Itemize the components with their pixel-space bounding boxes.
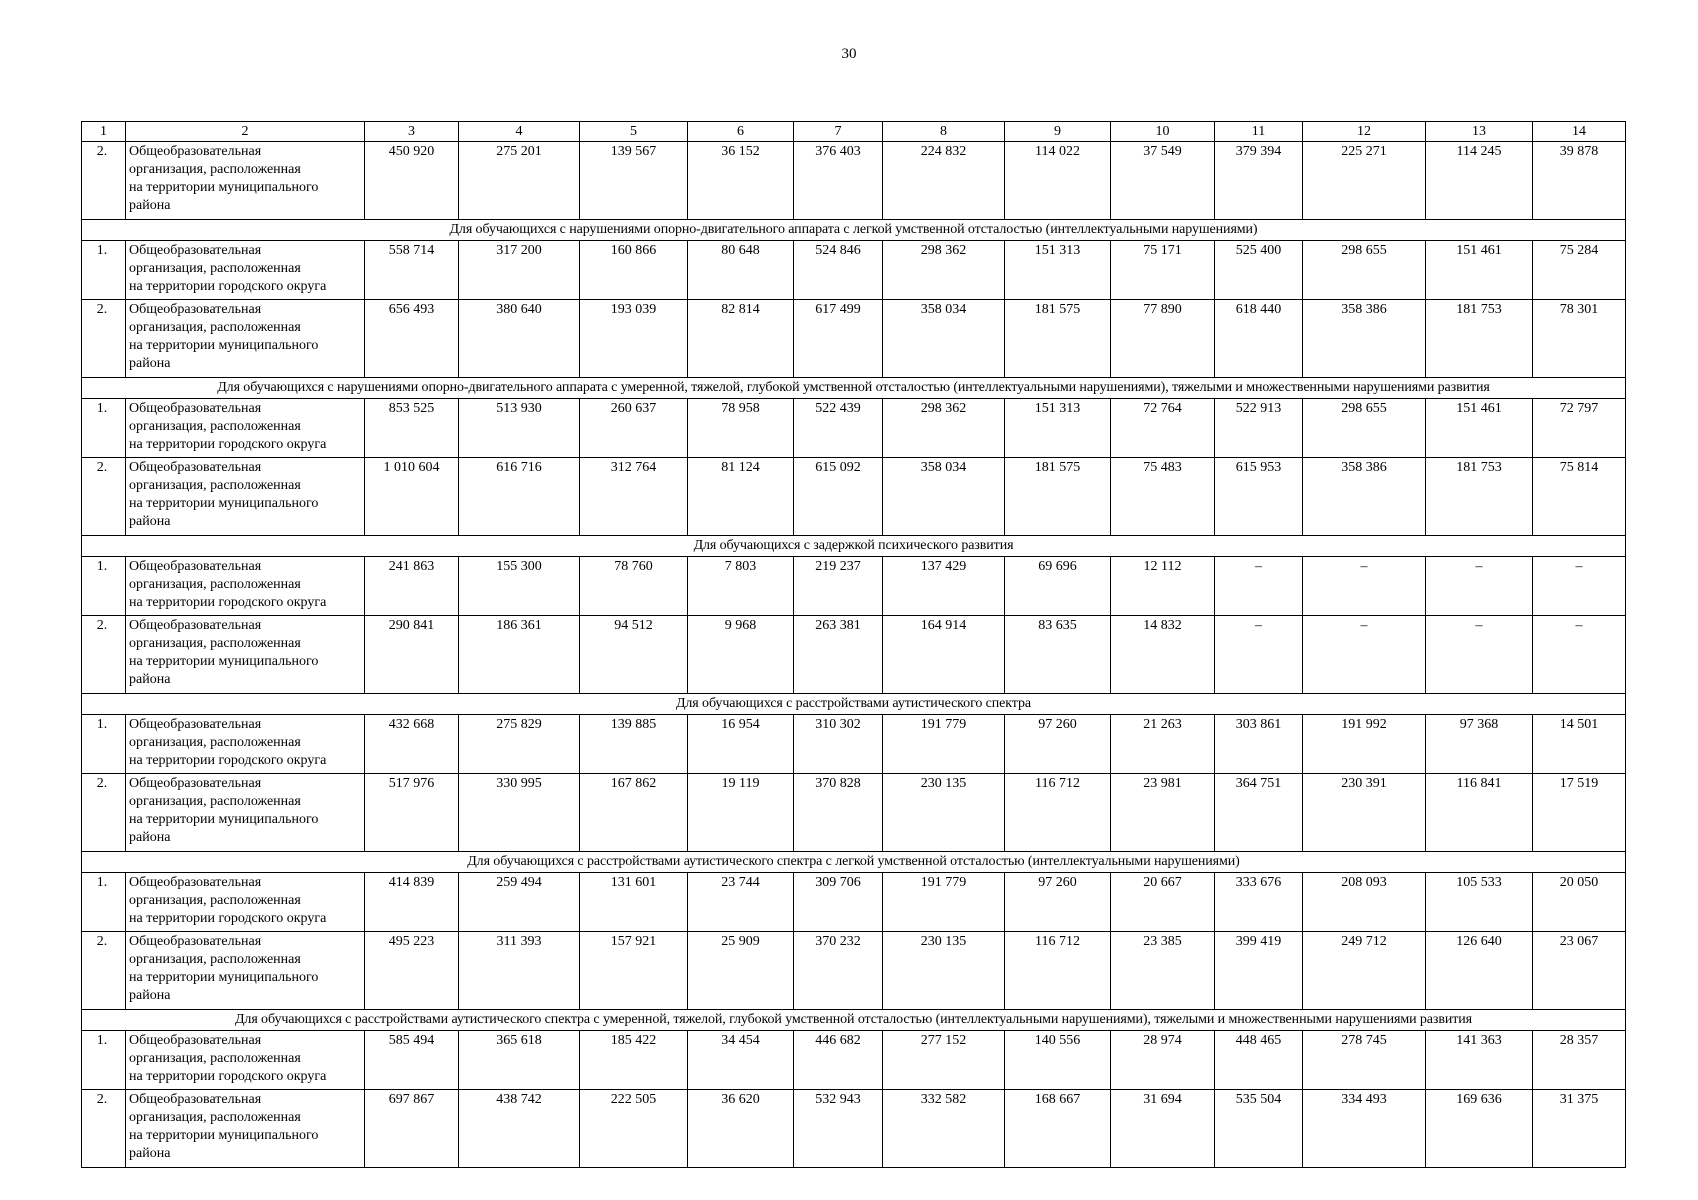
value-cell: 615 092	[794, 458, 883, 536]
value-cell: 616 716	[459, 458, 580, 536]
value-cell: 28 357	[1533, 1031, 1626, 1090]
value-cell: 312 764	[580, 458, 688, 536]
value-cell: 139 567	[580, 142, 688, 220]
value-cell: 224 832	[883, 142, 1005, 220]
value-cell: 14 501	[1533, 715, 1626, 774]
value-cell: 72 764	[1111, 399, 1215, 458]
table-row	[82, 557, 1626, 616]
value-cell: 37 549	[1111, 142, 1215, 220]
column-header: 14	[1533, 122, 1626, 142]
organization-name: Общеобразовательная организация, расположенная на территории муниципального района	[126, 458, 365, 536]
value-cell: 126 640	[1426, 932, 1533, 1010]
table-row	[82, 774, 1626, 852]
value-cell: 438 742	[459, 1090, 580, 1168]
value-cell: 317 200	[459, 241, 580, 300]
value-cell: 275 201	[459, 142, 580, 220]
value-cell: 333 676	[1215, 873, 1303, 932]
value-cell: 151 461	[1426, 241, 1533, 300]
section-title: Для обучающихся с расстройствами аутистического спектра с легкой умственной отсталостью (интеллектуальными нарушениями)	[82, 852, 1626, 873]
column-header: 8	[883, 122, 1005, 142]
value-cell: 20 050	[1533, 873, 1626, 932]
value-cell: 77 890	[1111, 300, 1215, 378]
row-number: 1.	[82, 715, 126, 774]
value-cell: –	[1426, 616, 1533, 694]
value-cell: 298 655	[1303, 399, 1426, 458]
value-cell: 399 419	[1215, 932, 1303, 1010]
value-cell: 83 635	[1005, 616, 1111, 694]
value-cell: 193 039	[580, 300, 688, 378]
row-number: 2.	[82, 774, 126, 852]
value-cell: 155 300	[459, 557, 580, 616]
value-cell: 697 867	[365, 1090, 459, 1168]
column-header: 5	[580, 122, 688, 142]
value-cell: 97 260	[1005, 715, 1111, 774]
value-cell: 259 494	[459, 873, 580, 932]
value-cell: 19 119	[688, 774, 794, 852]
value-cell: 524 846	[794, 241, 883, 300]
value-cell: 1 010 604	[365, 458, 459, 536]
row-number: 2.	[82, 1090, 126, 1168]
value-cell: 277 152	[883, 1031, 1005, 1090]
section-header-row	[82, 536, 1626, 557]
value-cell: 275 829	[459, 715, 580, 774]
value-cell: 21 263	[1111, 715, 1215, 774]
value-cell: 230 135	[883, 932, 1005, 1010]
value-cell: 28 974	[1111, 1031, 1215, 1090]
value-cell: 94 512	[580, 616, 688, 694]
value-cell: 81 124	[688, 458, 794, 536]
value-cell: 230 135	[883, 774, 1005, 852]
value-cell: –	[1215, 616, 1303, 694]
value-cell: 181 753	[1426, 300, 1533, 378]
value-cell: 116 712	[1005, 774, 1111, 852]
value-cell: 140 556	[1005, 1031, 1111, 1090]
value-cell: 191 779	[883, 873, 1005, 932]
value-cell: 298 655	[1303, 241, 1426, 300]
section-header-row	[82, 852, 1626, 873]
column-header: 11	[1215, 122, 1303, 142]
column-header: 10	[1111, 122, 1215, 142]
organization-name: Общеобразовательная организация, расположенная на территории муниципального района	[126, 142, 365, 220]
value-cell: 495 223	[365, 932, 459, 1010]
value-cell: 558 714	[365, 241, 459, 300]
value-cell: 137 429	[883, 557, 1005, 616]
value-cell: 39 878	[1533, 142, 1626, 220]
value-cell: 114 245	[1426, 142, 1533, 220]
value-cell: 151 313	[1005, 399, 1111, 458]
value-cell: 249 712	[1303, 932, 1426, 1010]
value-cell: 364 751	[1215, 774, 1303, 852]
data-table	[81, 121, 1626, 1168]
value-cell: 160 866	[580, 241, 688, 300]
value-cell: 97 368	[1426, 715, 1533, 774]
table-row	[82, 616, 1626, 694]
value-cell: 535 504	[1215, 1090, 1303, 1168]
value-cell: 370 232	[794, 932, 883, 1010]
value-cell: 116 712	[1005, 932, 1111, 1010]
value-cell: 303 861	[1215, 715, 1303, 774]
value-cell: 585 494	[365, 1031, 459, 1090]
value-cell: 370 828	[794, 774, 883, 852]
value-cell: 208 093	[1303, 873, 1426, 932]
value-cell: 14 832	[1111, 616, 1215, 694]
section-title: Для обучающихся с нарушениями опорно-двигательного аппарата с умеренной, тяжелой, глубокой умственной отсталостью (интеллектуальными нарушениями), тяжелыми и множественными нарушениями развития	[82, 378, 1626, 399]
table-row	[82, 142, 1626, 220]
value-cell: 23 067	[1533, 932, 1626, 1010]
value-cell: 656 493	[365, 300, 459, 378]
value-cell: –	[1533, 616, 1626, 694]
row-number: 2.	[82, 932, 126, 1010]
value-cell: 358 034	[883, 300, 1005, 378]
value-cell: 450 920	[365, 142, 459, 220]
value-cell: 151 461	[1426, 399, 1533, 458]
value-cell: 532 943	[794, 1090, 883, 1168]
value-cell: 114 022	[1005, 142, 1111, 220]
value-cell: 80 648	[688, 241, 794, 300]
value-cell: 7 803	[688, 557, 794, 616]
value-cell: 17 519	[1533, 774, 1626, 852]
value-cell: 168 667	[1005, 1090, 1111, 1168]
value-cell: –	[1215, 557, 1303, 616]
value-cell: 853 525	[365, 399, 459, 458]
value-cell: 380 640	[459, 300, 580, 378]
value-cell: 525 400	[1215, 241, 1303, 300]
table-row	[82, 300, 1626, 378]
section-title: Для обучающихся с нарушениями опорно-двигательного аппарата с легкой умственной отсталостью (интеллектуальными нарушениями)	[82, 220, 1626, 241]
organization-name: Общеобразовательная организация, расположенная на территории городского округа	[126, 873, 365, 932]
section-title: Для обучающихся с расстройствами аутистического спектра	[82, 694, 1626, 715]
organization-name: Общеобразовательная организация, расположенная на территории муниципального района	[126, 616, 365, 694]
row-number: 1.	[82, 873, 126, 932]
table-row	[82, 1090, 1626, 1168]
value-cell: 191 992	[1303, 715, 1426, 774]
column-header: 9	[1005, 122, 1111, 142]
column-header: 2	[126, 122, 365, 142]
value-cell: 241 863	[365, 557, 459, 616]
value-cell: 615 953	[1215, 458, 1303, 536]
value-cell: 225 271	[1303, 142, 1426, 220]
value-cell: 222 505	[580, 1090, 688, 1168]
value-cell: 139 885	[580, 715, 688, 774]
value-cell: 78 301	[1533, 300, 1626, 378]
column-header: 4	[459, 122, 580, 142]
page-number: 30	[841, 46, 857, 62]
value-cell: 20 667	[1111, 873, 1215, 932]
value-cell: 164 914	[883, 616, 1005, 694]
value-cell: 219 237	[794, 557, 883, 616]
table-row	[82, 1031, 1626, 1090]
section-header-row	[82, 378, 1626, 399]
value-cell: 358 386	[1303, 458, 1426, 536]
value-cell: 116 841	[1426, 774, 1533, 852]
organization-name: Общеобразовательная организация, расположенная на территории муниципального района	[126, 932, 365, 1010]
column-header: 12	[1303, 122, 1426, 142]
column-header: 3	[365, 122, 459, 142]
row-number: 1.	[82, 1031, 126, 1090]
value-cell: 12 112	[1111, 557, 1215, 616]
section-title: Для обучающихся с расстройствами аутистического спектра с умеренной, тяжелой, глубокой умственной отсталостью (интеллектуальными нарушениями), тяжелыми и множественными нарушениями развития	[82, 1010, 1626, 1031]
value-cell: 185 422	[580, 1031, 688, 1090]
column-header: 7	[794, 122, 883, 142]
value-cell: 78 958	[688, 399, 794, 458]
row-number: 1.	[82, 557, 126, 616]
value-cell: 263 381	[794, 616, 883, 694]
value-cell: 260 637	[580, 399, 688, 458]
value-cell: 376 403	[794, 142, 883, 220]
value-cell: –	[1533, 557, 1626, 616]
value-cell: 36 620	[688, 1090, 794, 1168]
organization-name: Общеобразовательная организация, расположенная на территории городского округа	[126, 715, 365, 774]
value-cell: 513 930	[459, 399, 580, 458]
value-cell: 181 575	[1005, 300, 1111, 378]
value-cell: 278 745	[1303, 1031, 1426, 1090]
value-cell: 75 814	[1533, 458, 1626, 536]
value-cell: 310 302	[794, 715, 883, 774]
organization-name: Общеобразовательная организация, расположенная на территории муниципального района	[126, 1090, 365, 1168]
value-cell: 358 386	[1303, 300, 1426, 378]
value-cell: 31 375	[1533, 1090, 1626, 1168]
value-cell: 311 393	[459, 932, 580, 1010]
section-title: Для обучающихся с задержкой психического развития	[82, 536, 1626, 557]
value-cell: 230 391	[1303, 774, 1426, 852]
value-cell: 446 682	[794, 1031, 883, 1090]
value-cell: 34 454	[688, 1031, 794, 1090]
value-cell: 69 696	[1005, 557, 1111, 616]
value-cell: 334 493	[1303, 1090, 1426, 1168]
value-cell: 23 385	[1111, 932, 1215, 1010]
table-row	[82, 241, 1626, 300]
value-cell: 617 499	[794, 300, 883, 378]
organization-name: Общеобразовательная организация, расположенная на территории муниципального района	[126, 300, 365, 378]
organization-name: Общеобразовательная организация, расположенная на территории городского округа	[126, 399, 365, 458]
column-header-row	[82, 122, 1626, 142]
value-cell: 131 601	[580, 873, 688, 932]
value-cell: 181 575	[1005, 458, 1111, 536]
column-header: 13	[1426, 122, 1533, 142]
value-cell: 23 981	[1111, 774, 1215, 852]
value-cell: 167 862	[580, 774, 688, 852]
value-cell: 16 954	[688, 715, 794, 774]
value-cell: –	[1303, 616, 1426, 694]
value-cell: 298 362	[883, 399, 1005, 458]
value-cell: 191 779	[883, 715, 1005, 774]
value-cell: 31 694	[1111, 1090, 1215, 1168]
value-cell: 75 171	[1111, 241, 1215, 300]
value-cell: 169 636	[1426, 1090, 1533, 1168]
value-cell: 358 034	[883, 458, 1005, 536]
table-row	[82, 932, 1626, 1010]
row-number: 1.	[82, 241, 126, 300]
value-cell: 330 995	[459, 774, 580, 852]
column-header: 1	[82, 122, 126, 142]
value-cell: 517 976	[365, 774, 459, 852]
value-cell: –	[1303, 557, 1426, 616]
value-cell: 332 582	[883, 1090, 1005, 1168]
value-cell: 151 313	[1005, 241, 1111, 300]
value-cell: –	[1426, 557, 1533, 616]
value-cell: 522 439	[794, 399, 883, 458]
value-cell: 78 760	[580, 557, 688, 616]
table-body	[82, 122, 1626, 1168]
value-cell: 186 361	[459, 616, 580, 694]
value-cell: 75 483	[1111, 458, 1215, 536]
value-cell: 309 706	[794, 873, 883, 932]
organization-name: Общеобразовательная организация, расположенная на территории городского округа	[126, 241, 365, 300]
value-cell: 9 968	[688, 616, 794, 694]
section-header-row	[82, 1010, 1626, 1031]
table-row	[82, 399, 1626, 458]
value-cell: 157 921	[580, 932, 688, 1010]
column-header: 6	[688, 122, 794, 142]
table-row	[82, 873, 1626, 932]
value-cell: 365 618	[459, 1031, 580, 1090]
value-cell: 72 797	[1533, 399, 1626, 458]
table-row	[82, 715, 1626, 774]
table-row	[82, 458, 1626, 536]
row-number: 2.	[82, 616, 126, 694]
value-cell: 448 465	[1215, 1031, 1303, 1090]
value-cell: 23 744	[688, 873, 794, 932]
value-cell: 618 440	[1215, 300, 1303, 378]
row-number: 2.	[82, 300, 126, 378]
row-number: 2.	[82, 142, 126, 220]
row-number: 2.	[82, 458, 126, 536]
value-cell: 522 913	[1215, 399, 1303, 458]
value-cell: 414 839	[365, 873, 459, 932]
organization-name: Общеобразовательная организация, расположенная на территории городского округа	[126, 557, 365, 616]
value-cell: 105 533	[1426, 873, 1533, 932]
value-cell: 432 668	[365, 715, 459, 774]
organization-name: Общеобразовательная организация, расположенная на территории городского округа	[126, 1031, 365, 1090]
value-cell: 290 841	[365, 616, 459, 694]
row-number: 1.	[82, 399, 126, 458]
value-cell: 36 152	[688, 142, 794, 220]
value-cell: 97 260	[1005, 873, 1111, 932]
value-cell: 181 753	[1426, 458, 1533, 536]
value-cell: 379 394	[1215, 142, 1303, 220]
value-cell: 141 363	[1426, 1031, 1533, 1090]
value-cell: 25 909	[688, 932, 794, 1010]
section-header-row	[82, 694, 1626, 715]
organization-name: Общеобразовательная организация, расположенная на территории муниципального района	[126, 774, 365, 852]
section-header-row	[82, 220, 1626, 241]
value-cell: 82 814	[688, 300, 794, 378]
value-cell: 298 362	[883, 241, 1005, 300]
value-cell: 75 284	[1533, 241, 1626, 300]
